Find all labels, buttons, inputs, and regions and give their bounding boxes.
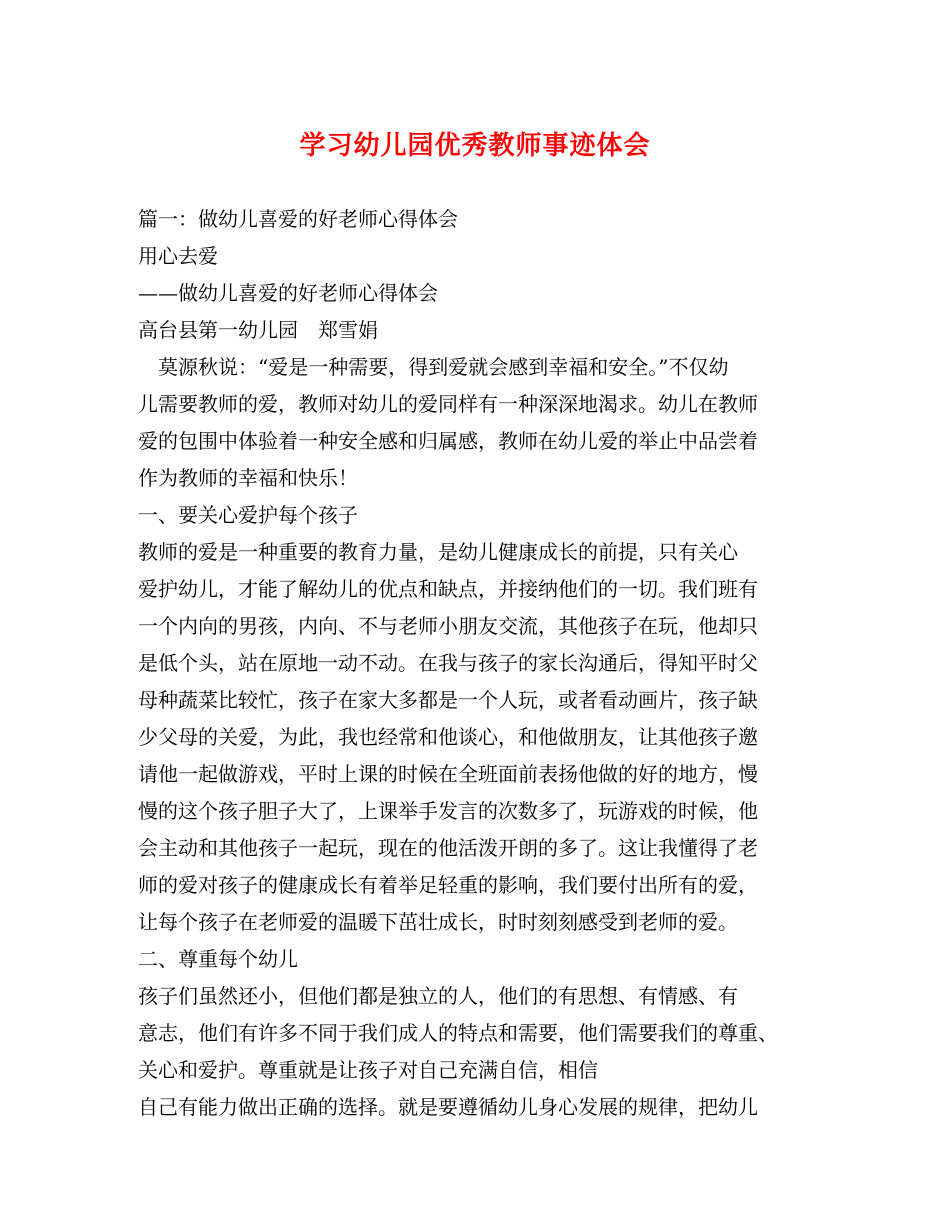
text-line: 意志，他们有许多不同于我们成人的特点和需要，他们需要我们的尊重、	[138, 1021, 778, 1045]
text-line: 教师的爱是一种重要的教育力量，是幼儿健康成长的前提，只有关心	[138, 540, 738, 564]
text-line: 自己有能力做出正确的选择。就是要遵循幼儿身心发展的规律，把幼儿	[138, 1095, 758, 1119]
text-line: 少父母的关爱，为此，我也经常和他谈心，和他做朋友，让其他孩子邀	[138, 725, 758, 749]
text-line: 师的爱对孩子的健康成长有着举足轻重的影响，我们要付出所有的爱，	[138, 873, 758, 897]
text-line: 一个内向的男孩，内向、不与老师小朋友交流，其他孩子在玩，他却只	[138, 614, 758, 638]
text-line: 儿需要教师的爱，教师对幼儿的爱同样有一种深深地渴求。幼儿在教师	[138, 392, 758, 416]
text-line: 篇一：做幼儿喜爱的好老师心得体会	[138, 207, 458, 231]
text-line: 二、尊重每个幼儿	[138, 947, 298, 971]
text-line: ——做幼儿喜爱的好老师心得体会	[138, 281, 438, 305]
text-line: 会主动和其他孩子一起玩，现在的他活泼开朗的多了。这让我懂得了老	[138, 836, 758, 860]
text-line: 莫源秋说：“爱是一种需要，得到爱就会感到幸福和安全。”不仅幼	[138, 355, 729, 379]
text-line: 孩子们虽然还小，但他们都是独立的人，他们的有思想、有情感、有	[138, 984, 738, 1008]
document-body	[138, 201, 828, 1126]
text-line: 母种蔬菜比较忙，孩子在家大多都是一个人玩，或者看动画片，孩子缺	[138, 688, 758, 712]
text-line: 高台县第一幼儿园 郑雪娟	[138, 318, 378, 342]
text-line: 请他一起做游戏，平时上课的时候在全班面前表扬他做的好的地方，慢	[138, 762, 758, 786]
text-line: 爱的包围中体验着一种安全感和归属感，教师在幼儿爱的举止中品尝着	[138, 429, 758, 453]
text-line: 爱护幼儿，才能了解幼儿的优点和缺点，并接纳他们的一切。我们班有	[138, 577, 758, 601]
text-line: 慢的这个孩子胆子大了，上课举手发言的次数多了，玩游戏的时候，他	[138, 799, 758, 823]
text-line: 一、要关心爱护每个孩子	[138, 503, 358, 527]
text-line: 关心和爱护。尊重就是让孩子对自己充满自信，相信	[138, 1058, 598, 1082]
text-line: 用心去爱	[138, 244, 218, 268]
text-line: 让每个孩子在老师爱的温暖下茁壮成长，时时刻刻感受到老师的爱。	[138, 910, 738, 934]
text-line: 作为教师的幸福和快乐！	[138, 466, 358, 490]
document-title: 学习幼儿园优秀教师事迹体会	[299, 131, 651, 161]
text-line: 是低个头，站在原地一动不动。在我与孩子的家长沟通后，得知平时父	[138, 651, 758, 675]
